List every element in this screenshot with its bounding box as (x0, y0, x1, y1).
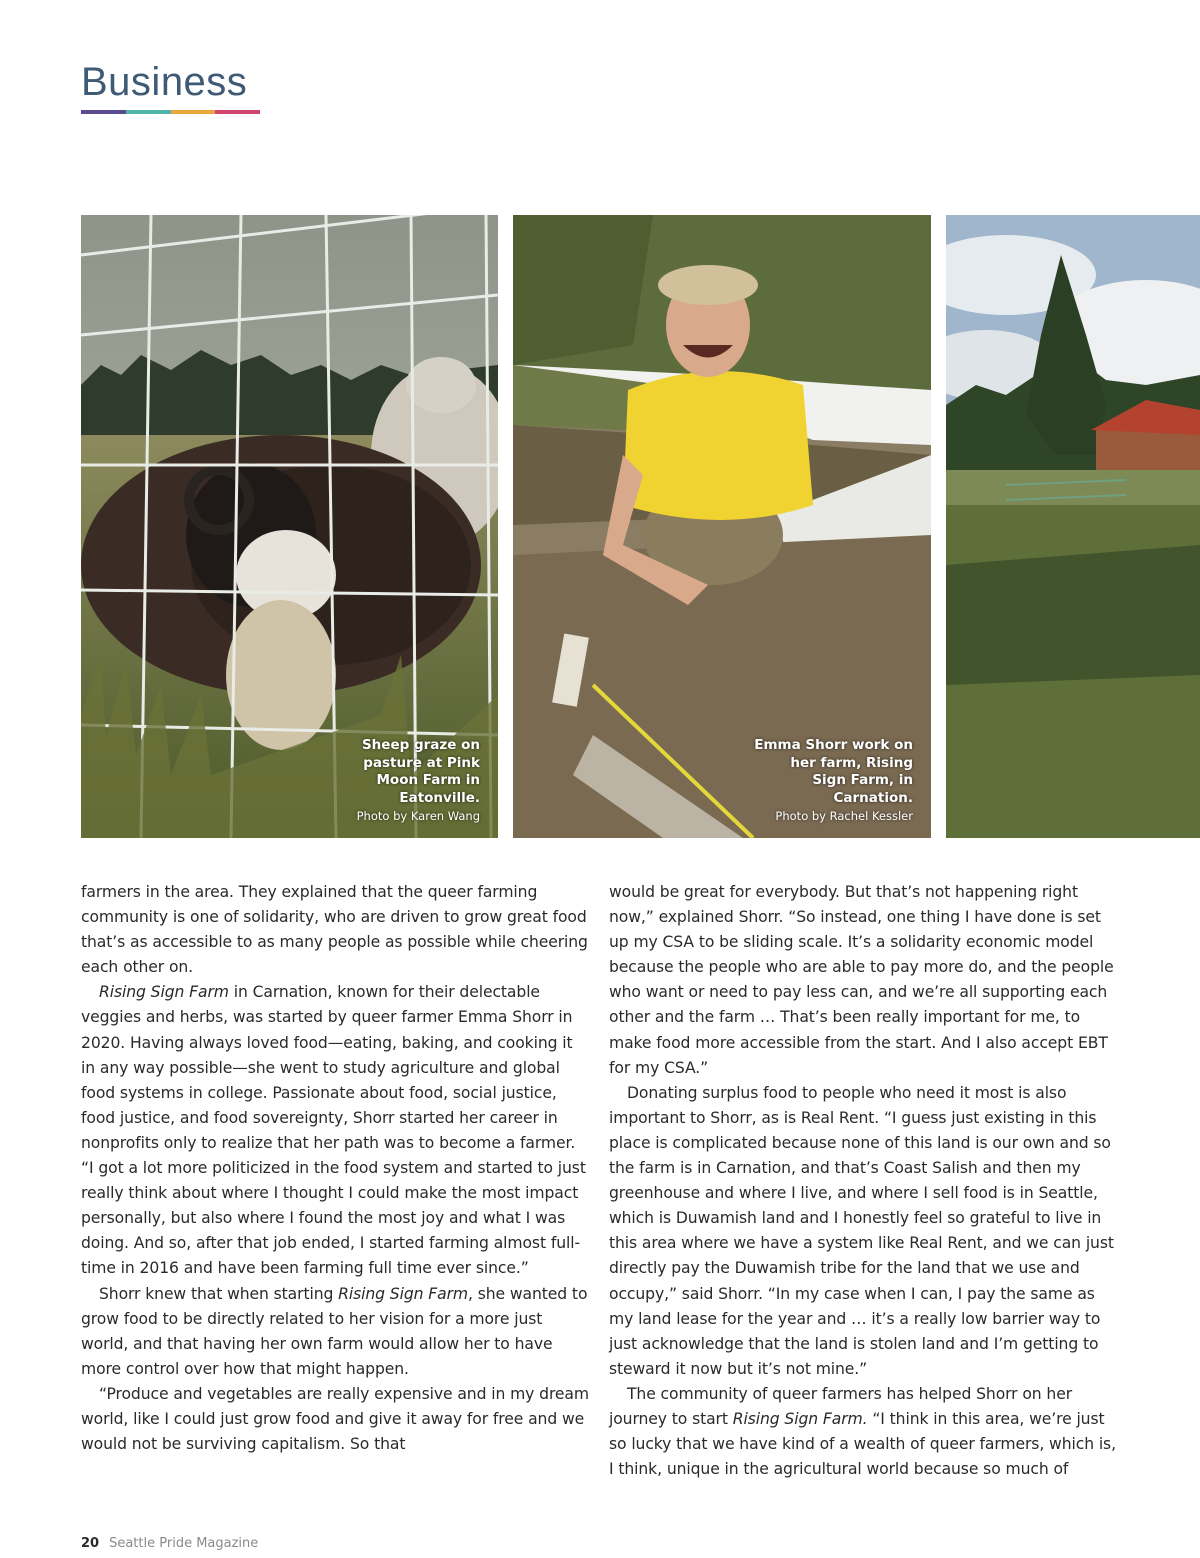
photo-farm-pasture (946, 215, 1200, 838)
paragraph-text: Shorr knew that when starting (99, 1284, 339, 1303)
photo-caption (340, 737, 480, 824)
photo-credit: Photo by Rachel Kessler (775, 809, 913, 823)
paragraph-text: in Carnation, known for their delectable veggies and herbs, was started by queer farmer Emma Shorr in 2020. Having always loved food—eating, baking, and cooking it in any way possible—she went to study agriculture and global food systems in college. Passionate about food, social justice, food justice, and food sovereignty, Shorr started her career in nonprofits only to realize that her path was to become a farmer. “I got a lot more politicized in the food system and started to just really think about where I thought I could make the most impact personally, but also where I found the most joy and what I was doing. And so, after that job ended, I started farming almost full-time in 2016 and have been farming full time ever since.” (81, 983, 586, 1278)
paragraph (81, 980, 591, 1281)
rule-segment-pink (215, 110, 260, 114)
paragraph-text: The community of queer farmers has helped Shorr on her journey to start (609, 1384, 1073, 1428)
paragraph (81, 880, 591, 980)
photo-sheep (81, 215, 498, 838)
section-title: Business (81, 60, 248, 104)
paragraph (609, 1081, 1119, 1382)
paragraph (609, 1382, 1119, 1482)
photo-farmer (513, 215, 931, 838)
publication-name: Seattle Pride Magazine (109, 1536, 259, 1551)
photo-caption (753, 737, 913, 824)
paragraph-text: would be great for everybody. But that’s not happening right now,” explained Shorr. “So instead, one thing I have done is set up my CSA to be sliding scale. It’s a solidarity economic model because the people who are able to pay more do, and the people who want or need to pay less can, and we’re all supporting each other and the farm … That’s been really important for me, to make food more accessible from the start. And I also accept EBT for my CSA.” (609, 883, 1114, 1077)
rule-segment-orange (171, 110, 216, 114)
paragraph (81, 1282, 591, 1382)
caption-title: Sheep graze on pasture at Pink Moon Farm in Eatonville. (361, 737, 480, 806)
farm-name: Rising Sign Farm. (732, 1409, 868, 1428)
page-number: 20 (81, 1536, 100, 1551)
paragraph (81, 1382, 591, 1457)
paragraph-text: “I think in this area, we’re just so lucky that we have kind of a wealth of queer farmers, which is, I think, unique in the agricultural world because so much of (609, 1409, 1116, 1479)
article-column-left (81, 880, 591, 1457)
paragraph-text: farmers in the area. They explained that the queer farming community is one of solidarity, who are driven to grow great food that’s as accessible to as many people as possible while cheering each other on. (81, 883, 588, 977)
page-footer (81, 1536, 258, 1551)
farm-name: Rising Sign Farm (99, 983, 229, 1002)
rule-segment-teal (126, 110, 171, 114)
paragraph-text: Donating surplus food to people who need it most is also important to Shorr, as is Real Rent. “I guess just existing in this place is complicated because none of this land is our own and so the farm is in Carnation, and that’s Coast Salish and then my greenhouse and where I live, and where I sell food is in Seattle, which is Duwamish land and I honestly feel so grateful to live in this area where we have a system like Real Rent, and we can just directly pay the Duwamish tribe for the land that we use and occupy,” said Shorr. “In my case when I can, I pay the same as my land lease for the year and … it’s a really low barrier way to just acknowledge that the land is stolen land and I’m getting to steward it now but it’s not mine.” (609, 1083, 1114, 1378)
paragraph-text: , she wanted to grow food to be directly related to her vision for a more just world, and that having her own farm would allow her to have more control over how that might happen. (81, 1284, 588, 1378)
title-color-rule (81, 110, 260, 114)
paragraph-text: “Produce and vegetables are really expensive and in my dream world, like I could just grow food and give it away for free and we would not be surviving capitalism. So that (81, 1384, 589, 1454)
farm-name: Rising Sign Farm (338, 1284, 468, 1303)
photo-credit: Photo by Karen Wang (356, 809, 480, 823)
pasture-photo-illustration (946, 215, 1200, 838)
caption-title: Emma Shorr work on her farm, Rising Sign Farm, in Carnation. (754, 737, 913, 806)
paragraph (609, 880, 1119, 1081)
rule-segment-purple (81, 110, 126, 114)
article-column-right (609, 880, 1119, 1482)
